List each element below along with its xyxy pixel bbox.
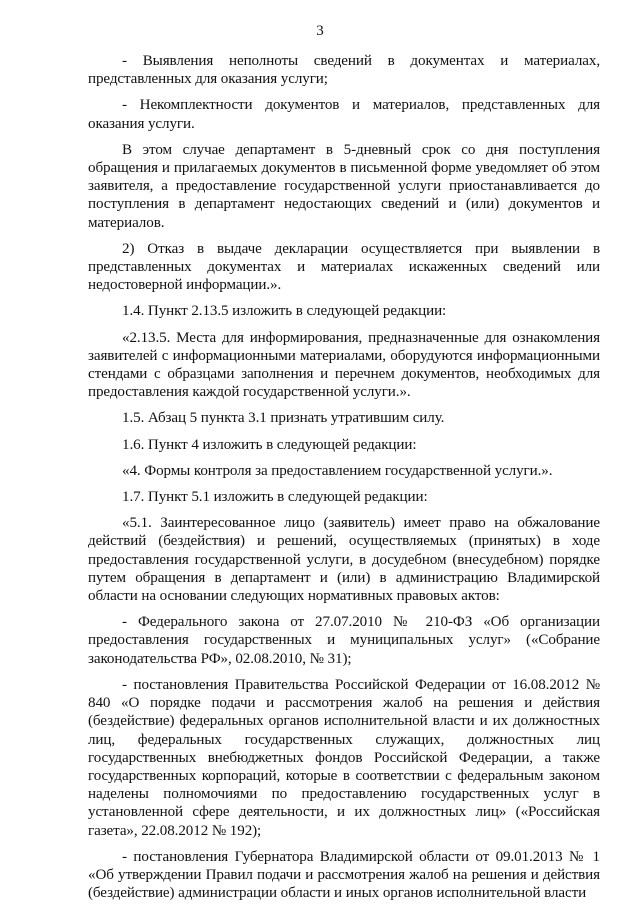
page-number: 3 [316, 23, 324, 39]
paragraph-governor-decree: - постановления Губернатора Владимирской области от 09.01.2013 № 1 «Об утверждении Правил подачи и рассмотрения жалоб на решения и действия (бездействие) администрации области и иных органов исполнительной власти [88, 848, 600, 902]
paragraph-federal-law: - Федерального закона от 27.07.2010 № 210-ФЗ «Об организации предоставления государственных и муниципальных услуг» («Собрание законодательства РФ», 02.08.2010, № 31); [88, 614, 600, 667]
paragraph-incompleteness-documents: - Некомплектности документов и материалов, представленных для оказания услуги. [88, 97, 600, 132]
paragraph-item-1-5: 1.5. Абзац 5 пункта 3.1 признать утратившим силу. [122, 410, 445, 427]
paragraph-refusal: 2) Отказ в выдаче декларации осуществляется при выявлении в представленных документах и материалах искаженных сведений или недостоверной информации.». [88, 240, 600, 294]
paragraph-item-1-6: 1.6. Пункт 4 изложить в следующей редакции: [122, 436, 417, 453]
paragraph-5-1: «5.1. Заинтересованное лицо (заявитель) имеет право на обжалование действий (бездействия) и решений, осуществляемых (принятых) в ходе предоставления государственной услуги, в досудебном (внесудебном) порядке путем обращения в департамент и (или) в администрацию Владимирской области на основании следующих нормативных правовых актов: [88, 515, 600, 605]
paragraph-item-4: «4. Формы контроля за предоставлением государственной услуги.». [122, 462, 553, 479]
document-body [88, 52, 600, 907]
paragraph-2-13-5: «2.13.5. Места для информирования, предназначенные для ознакомления заявителей с информационными материалами, оборудуются информационными стендами с образцами заполнения и перечнем документов, необходимых для предоставления каждой государственной услуги.». [88, 329, 600, 401]
paragraph-government-decree: - постановления Правительства Российской Федерации от 16.08.2012 № 840 «О порядке подачи и рассмотрения жалоб на решения и действия (бездействие) федеральных органов исполнительной власти и их должностных лиц, федеральных государственных служащих, должностных лиц государственных внебюджетных фондов Российской Федерации, а также государственных корпораций, которые в соответствии с федеральным законом наделены полномочиями по предоставлению государственных услуг в установленной сфере деятельности, и их должностных лиц» («Российская газета», 22.08.2012 № 192); [88, 676, 600, 839]
paragraph-item-1-7: 1.7. Пункт 5.1 изложить в следующей редакции: [122, 489, 428, 506]
paragraph-item-1-4: 1.4. Пункт 2.13.5 изложить в следующей редакции: [122, 303, 447, 320]
paragraph-notification: В этом случае департамент в 5-дневный срок со дня поступления обращения и прилагаемых документов в письменной форме уведомляет об этом заявителя, а предоставление государственной услуги приостанавливается до поступления в департамент недостающих сведений и (или) документов и материалов. [88, 141, 600, 231]
paragraph-incompleteness: - Выявления неполноты сведений в документах и материалах, представленных для оказания услуги; [88, 53, 600, 88]
